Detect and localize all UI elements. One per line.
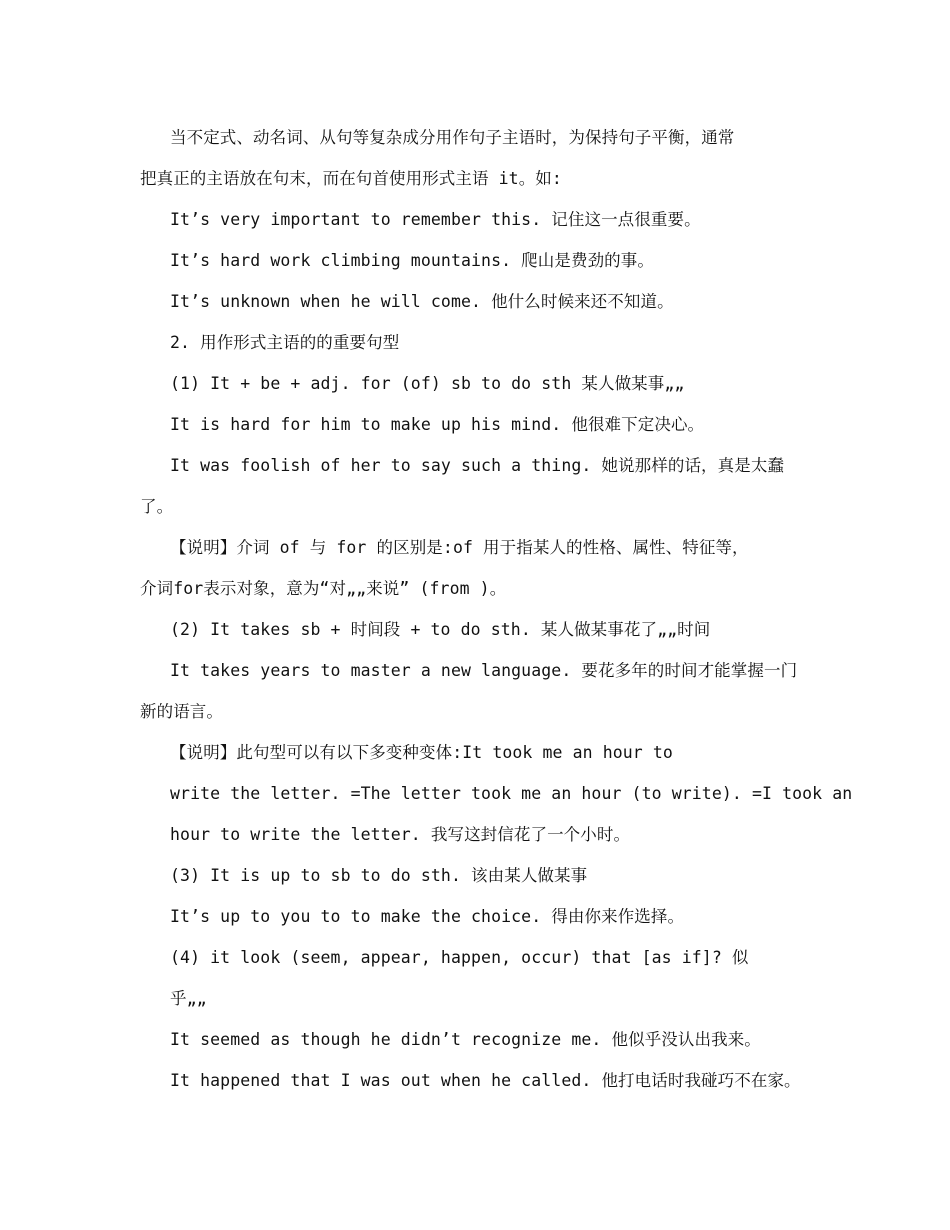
example-sentence: It seemed as though he didn’t recognize me. 他似乎没认出我来。 (170, 1030, 761, 1049)
pattern-heading: (2) It takes sb + 时间段 + to do sth. 某人做某事花了„„时间 (170, 620, 711, 639)
example-sentence: It takes years to master a new language. 要花多年的时间才能掌握一门 (170, 661, 798, 680)
pattern-heading: (3) It is up to sb to do sth. 该由某人做某事 (170, 866, 588, 885)
example-sentence: It is hard for him to make up his mind. 他很难下定决心。 (170, 415, 705, 434)
note-line: write the letter. =The letter took me an hour (to write). =I took an (170, 784, 853, 803)
example-sentence: It happened that I was out when he called. 他打电话时我碰巧不在家。 (170, 1071, 801, 1090)
example-sentence: It was foolish of her to say such a thing. 她说那样的话，真是太蠢 (170, 456, 785, 475)
paragraph-line: 把真正的主语放在句末，而在句首使用形式主语 it。如: (140, 169, 562, 188)
example-sentence-continuation: 新的语言。 (140, 702, 223, 721)
note-line: 【说明】此句型可以有以下多变种变体:It took me an hour to (170, 743, 673, 762)
note-line: 【说明】介词 of 与 for 的区别是:of 用于指某人的性格、属性、特征等， (170, 538, 749, 557)
pattern-heading: (4) it look (seem, appear, happen, occur) that [as if]? 似 (170, 948, 749, 967)
example-sentence: It’s up to you to to make the choice. 得由你来作选择。 (170, 907, 685, 926)
section-heading: 2. 用作形式主语的的重要句型 (170, 333, 400, 352)
note-line: hour to write the letter. 我写这封信花了一个小时。 (170, 825, 631, 844)
example-sentence: It’s very important to remember this. 记住这一点很重要。 (170, 210, 701, 229)
example-sentence: It’s unknown when he will come. 他什么时候来还不知道。 (170, 292, 674, 311)
pattern-heading-continuation: 乎„„ (170, 989, 207, 1008)
example-sentence-continuation: 了。 (140, 497, 174, 516)
paragraph-line: 当不定式、动名词、从句等复杂成分用作句子主语时，为保持句子平衡，通常 (170, 128, 735, 147)
note-line: 介词for表示对象，意为“对„„来说” (from )。 (140, 579, 507, 598)
pattern-heading: (1) It + be + adj. for (of) sb to do sth 某人做某事„„ (170, 374, 685, 393)
example-sentence: It’s hard work climbing mountains. 爬山是费劲的事。 (170, 251, 654, 270)
